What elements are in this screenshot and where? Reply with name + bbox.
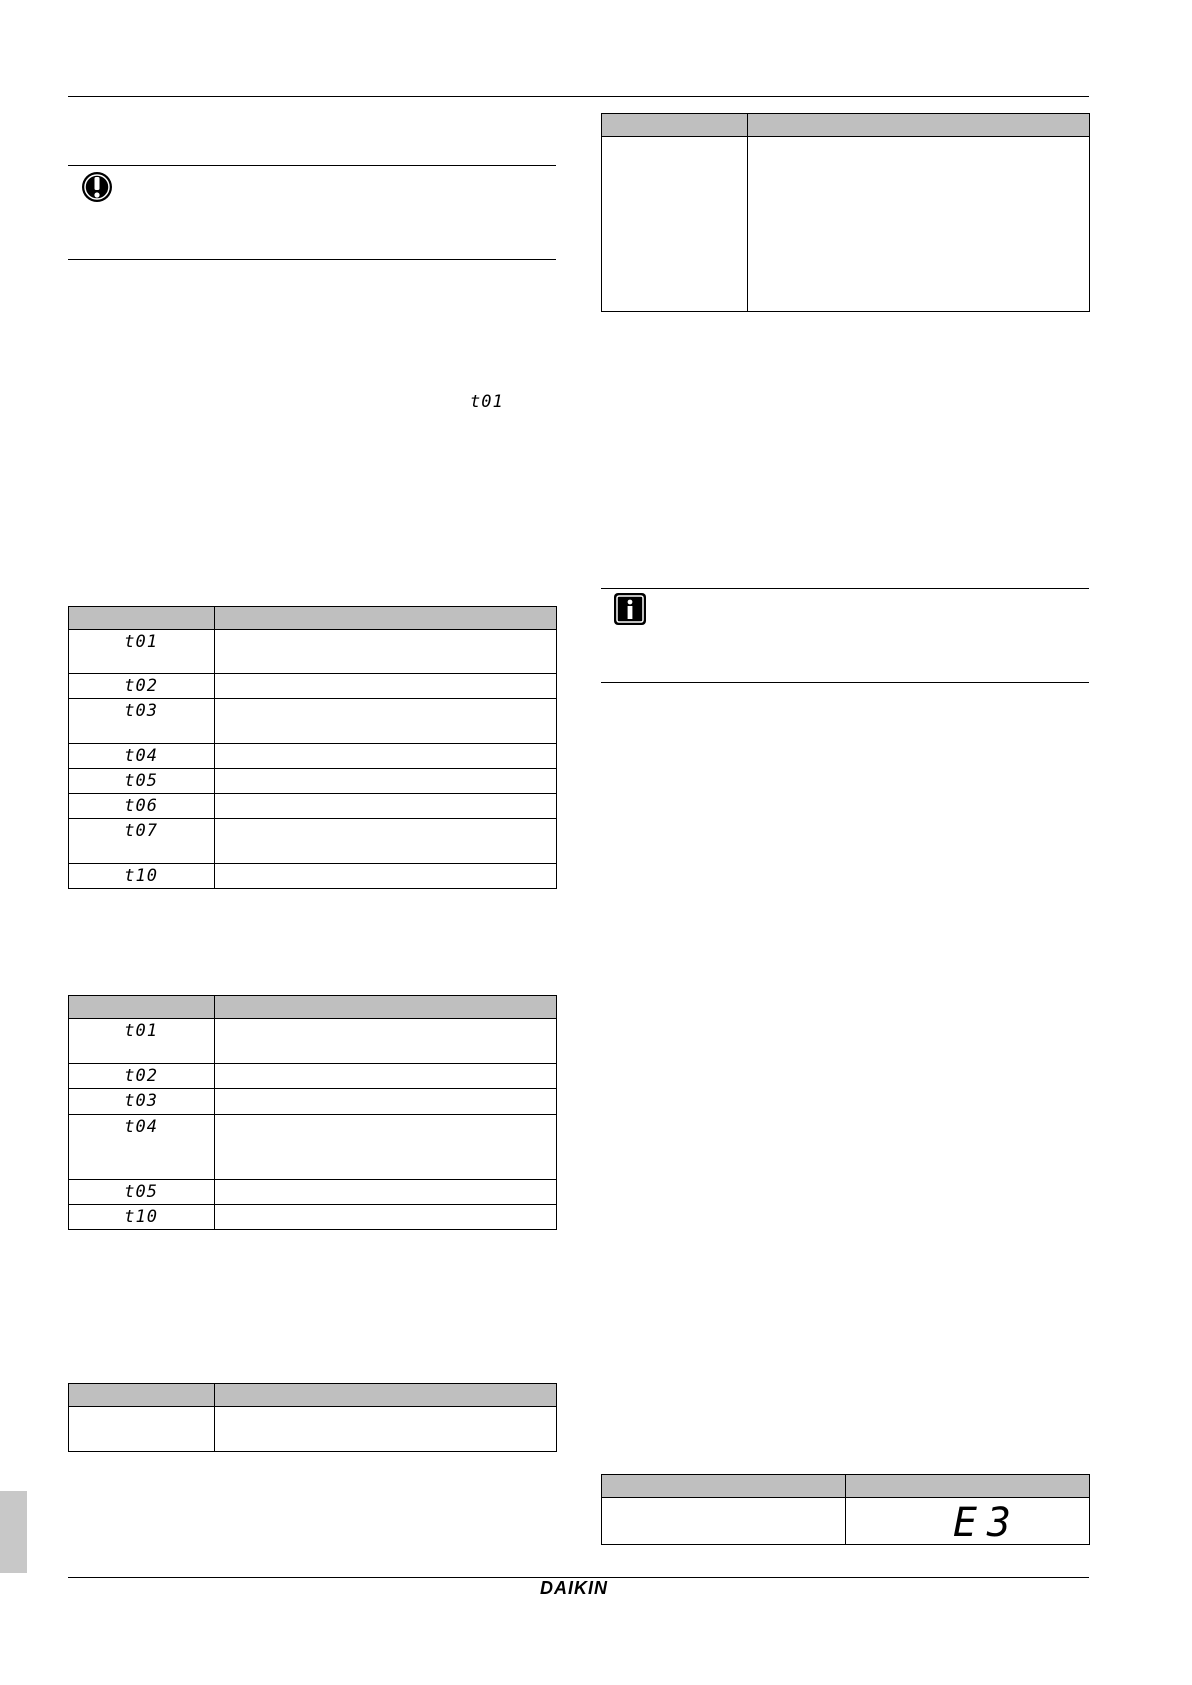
description-cell xyxy=(215,1115,557,1180)
code-cell xyxy=(69,1115,215,1180)
code-cell xyxy=(69,630,215,674)
description-cell xyxy=(215,744,557,769)
table-row xyxy=(69,1019,557,1064)
table-row xyxy=(69,1180,557,1205)
code-cell xyxy=(69,794,215,819)
table-row xyxy=(69,1064,557,1089)
code-label: t01 xyxy=(124,632,158,652)
table-row xyxy=(69,794,557,819)
code-label: t01 xyxy=(124,1021,158,1041)
info-bottom-rule xyxy=(601,682,1089,683)
code-table-right-top xyxy=(601,113,1090,312)
description-cell xyxy=(215,630,557,674)
code-cell xyxy=(69,674,215,699)
table-row xyxy=(69,1407,557,1452)
code-label: t03 xyxy=(124,701,158,721)
code-label: t07 xyxy=(124,821,158,841)
description-cell xyxy=(215,864,557,889)
description-cell xyxy=(748,137,1090,312)
table-header-row xyxy=(69,996,557,1019)
info-top-rule xyxy=(601,588,1089,589)
table-header-row xyxy=(69,607,557,630)
description-cell xyxy=(215,1089,557,1115)
table-row xyxy=(69,674,557,699)
code-label: t03 xyxy=(124,1091,158,1111)
code-cell xyxy=(69,744,215,769)
seven-segment-display: E3 xyxy=(952,1500,1021,1546)
description-cell xyxy=(215,1019,557,1064)
code-table-3 xyxy=(68,1383,557,1452)
code-label: t05 xyxy=(124,1182,158,1202)
code-cell xyxy=(602,137,748,312)
code-table-1 xyxy=(68,606,557,889)
code-table-2 xyxy=(68,995,557,1230)
code-cell xyxy=(69,699,215,744)
description-cell xyxy=(215,1407,557,1452)
warning-top-rule xyxy=(68,165,556,166)
description-cell xyxy=(215,1180,557,1205)
table-header-row xyxy=(69,1384,557,1407)
description-cell xyxy=(215,819,557,864)
code-label: t05 xyxy=(124,771,158,791)
code-label: t10 xyxy=(124,1207,158,1227)
code-label: t10 xyxy=(124,866,158,886)
description-cell xyxy=(215,794,557,819)
table-row xyxy=(69,864,557,889)
table-row xyxy=(69,1205,557,1230)
header-rule xyxy=(68,96,1089,97)
table-row xyxy=(69,769,557,794)
side-tab xyxy=(0,1491,27,1573)
code-label: t02 xyxy=(124,1066,158,1086)
table-row xyxy=(69,1115,557,1180)
code-label: t02 xyxy=(124,676,158,696)
info-box-icon xyxy=(613,592,647,626)
code-cell xyxy=(69,1180,215,1205)
warning-bottom-rule xyxy=(68,259,556,260)
code-cell xyxy=(69,864,215,889)
code-cell xyxy=(69,769,215,794)
description-cell xyxy=(215,674,557,699)
table-header-row xyxy=(602,1475,1090,1498)
table-row xyxy=(69,699,557,744)
inline-code-t01: t01 xyxy=(470,392,504,412)
code-cell xyxy=(69,1205,215,1230)
table-row xyxy=(69,1089,557,1115)
code-label: t04 xyxy=(124,1117,158,1137)
code-cell xyxy=(69,819,215,864)
table-row xyxy=(602,1498,1090,1545)
code-cell xyxy=(69,1064,215,1089)
code-cell xyxy=(69,1407,215,1452)
table-row xyxy=(69,630,557,674)
description-cell xyxy=(215,1064,557,1089)
description-cell xyxy=(215,699,557,744)
daikin-logo: DAIKIN xyxy=(540,1578,608,1598)
table-row xyxy=(602,137,1090,312)
display-table xyxy=(601,1474,1090,1545)
table-row xyxy=(69,744,557,769)
description-cell xyxy=(215,769,557,794)
code-cell xyxy=(69,1089,215,1115)
description-cell xyxy=(215,1205,557,1230)
exclamation-circle-icon xyxy=(80,170,114,204)
table-header-row xyxy=(602,114,1090,137)
code-label: t04 xyxy=(124,746,158,766)
code-cell xyxy=(69,1019,215,1064)
code-label: t06 xyxy=(124,796,158,816)
table-row xyxy=(69,819,557,864)
